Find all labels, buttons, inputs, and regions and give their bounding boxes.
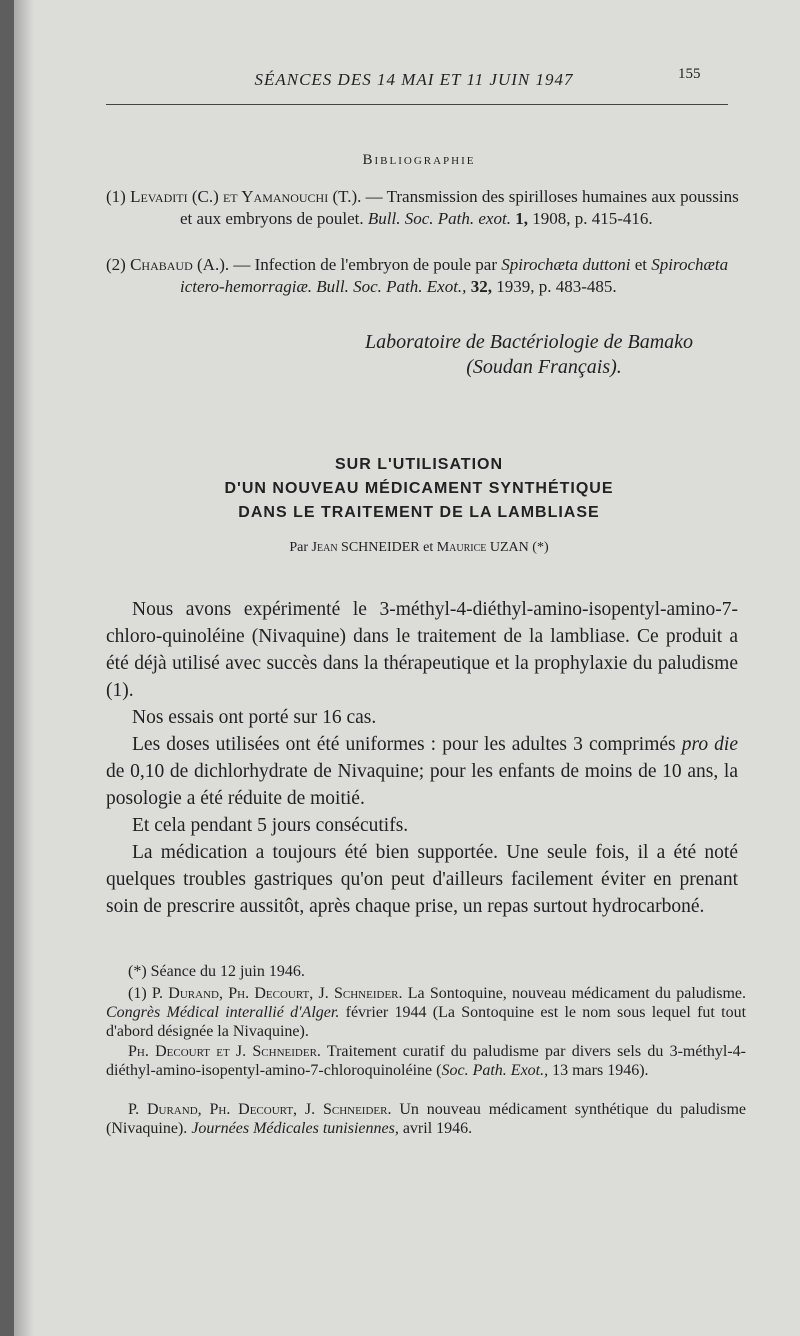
running-head: SÉANCES DES 14 MAI ET 11 JUIN 1947 — [254, 70, 574, 89]
footnote-3-rest: avril 1946. — [402, 1120, 473, 1137]
byline-et: et — [423, 540, 434, 555]
paragraph-4: Et cela pendant 5 jours consécutifs. — [132, 815, 409, 836]
reference-2 — [106, 254, 746, 298]
paragraph-3-c: de 0,10 de dichlorhydrate de Nivaquine; pour les enfants de moins de 10 ans, la posologie a été réduite de moitié. — [106, 761, 738, 809]
byline-par: Par — [289, 540, 309, 555]
journal-page — [14, 0, 800, 1336]
ref-authors: Levaditi (C.) et Yamanouchi (T.). — [130, 187, 362, 206]
footnote-star-text: (*) Séance du 12 juin 1946. — [128, 963, 305, 980]
footnote-1-journal: Congrès Médical interallié d'Alger. — [106, 1004, 340, 1021]
footnote-star — [106, 962, 746, 981]
footnote-3 — [106, 1100, 746, 1138]
article-title-line-3: DANS LE TRAITEMENT DE LA LAMBLIASE — [238, 504, 600, 521]
ref-dash: — — [365, 187, 383, 206]
paragraph-5: La médication a toujours été bien supportée. Une seule fois, il a été noté quelques troubles gastriques qu'on peut d'ailleurs facilement éviter en prenant soin de prescrire aussitôt, après chaque prise, un repas surtout hydrocarboné. — [106, 842, 738, 917]
footnote-2-journal: Soc. Path. Exot., — [441, 1062, 549, 1079]
article-title-line-2: D'UN NOUVEAU MÉDICAMENT SYNTHÉTIQUE — [224, 480, 614, 497]
footnote-3-authors: P. Durand, Ph. Decourt, J. Schneider. — [128, 1101, 392, 1118]
ref-species-1: Spirochæta duttoni — [501, 255, 631, 274]
author-2-last: UZAN — [489, 540, 529, 555]
footnote-2 — [106, 1042, 746, 1080]
reference-1 — [106, 186, 746, 230]
byline — [14, 540, 800, 556]
footnote-1-text: La Sontoquine, nouveau médicament du paludisme. — [407, 985, 747, 1002]
footnote-1-number: (1) — [128, 985, 147, 1002]
footnote-2-rest: 13 mars 1946). — [552, 1062, 649, 1079]
ref-number: (1) — [106, 187, 126, 206]
ref-volume: 1, — [515, 209, 528, 228]
ref-journal: Bull. Soc. Path. exot. — [367, 209, 511, 228]
paragraph-2: Nos essais ont porté sur 16 cas. — [132, 707, 377, 728]
author-2-first: Maurice — [436, 540, 487, 555]
footnote-1-rest: février 1944 (La Sontoquine est le nom sous lequel fut tout d'abord désignée la Nivaquine). — [106, 1004, 747, 1040]
paragraph-3-italic: pro die — [681, 734, 739, 755]
ref-title: Transmission des spirilloses humaines aux poussins et aux embryons de poulet. — [180, 187, 739, 228]
footnote-3-journal: Journées Médicales tunisiennes, — [191, 1120, 399, 1137]
ref-volume: 32, — [470, 277, 492, 296]
footnote-marker: (*) — [532, 540, 549, 555]
ref-pages: 1908, p. 415-416. — [532, 209, 653, 228]
author-1-last: SCHNEIDER — [341, 540, 420, 555]
lab-line-1: Laboratoire de Bactériologie de Bamako — [364, 331, 694, 353]
ref-dash: — — [233, 255, 251, 274]
paragraph-3 — [106, 731, 738, 812]
ref-species-2: Spirochæta ictero-hemorragiæ. Bull. Soc. Path. Exot., — [180, 255, 729, 296]
footnote-3-text: Un nouveau médicament synthétique du paludisme (Nivaquine). — [106, 1101, 746, 1137]
bibliography-heading: Bibliographie — [362, 152, 476, 168]
paragraph-1: Nous avons expérimenté le 3-méthyl-4-diéthyl-amino-isopentyl-amino-7-chloro-quinoléine (Nivaquine) dans le traitement de la lambliase. Ce produit a été déjà utilisé avec succès dans la thérapeutique et la prophylaxie du paludisme (1). — [106, 599, 738, 701]
article-title-line-1: SUR L'UTILISATION — [334, 456, 504, 473]
ref-pages: 1939, p. 483-485. — [496, 277, 617, 296]
footnote-1 — [106, 984, 746, 1041]
ref-number: (2) — [106, 255, 126, 274]
article-body — [106, 596, 738, 920]
paragraph-3-a: Les doses utilisées ont été uniformes : pour les adultes 3 comprimés — [132, 734, 676, 755]
page-number: 155 — [678, 66, 701, 82]
footnote-1-authors: P. Durand, Ph. Decourt, J. Schneider. — [151, 985, 403, 1002]
ref-et: et — [634, 255, 648, 274]
laboratory-affiliation — [314, 330, 744, 380]
footnote-2-authors: Ph. Decourt et J. Schneider. — [128, 1043, 321, 1060]
ref-title: Infection de l'embryon de poule par — [254, 255, 498, 274]
author-1-first: Jean — [311, 540, 338, 555]
lab-line-2: (Soudan Français). — [466, 356, 622, 378]
header-rule — [106, 104, 728, 105]
footnote-2-text: Traitement curatif du paludisme par divers sels du 3-méthyl-4-diéthyl-amino-isopentyl-amino-7-chloroquinoléine ( — [106, 1043, 746, 1079]
ref-authors: Chabaud (A.). — [130, 255, 230, 274]
